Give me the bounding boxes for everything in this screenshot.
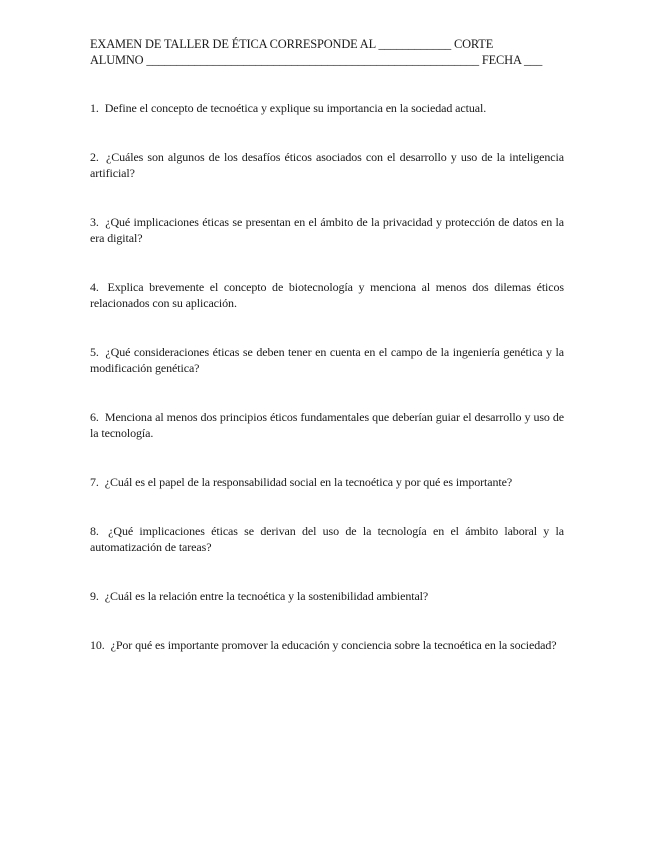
question-number: 7. [90,475,99,489]
question-text: ¿Qué implicaciones éticas se presentan en el ámbito de la privacidad y protección de datos en la era digital? [90,215,564,245]
question-text: ¿Cuál es el papel de la responsabilidad social en la tecnoética y por qué es importante? [104,475,513,489]
question-10 [90,637,564,653]
exam-header [90,37,566,68]
question-text: ¿Por qué es importante promover la educación y conciencia sobre la tecnoética en la sociedad? [110,638,557,652]
question-text: ¿Qué consideraciones éticas se deben tener en cuenta en el campo de la ingeniería genética y la modificación genética? [90,345,564,375]
question-text: Define el concepto de tecnoética y explique su importancia en la sociedad actual. [104,101,487,115]
question-text: ¿Qué implicaciones éticas se derivan del uso de la tecnología en el ámbito laboral y la automatización de tareas? [90,524,564,554]
question-9 [90,588,564,604]
question-number: 6. [90,410,99,424]
question-number: 8. [90,524,99,538]
student-info-line: ALUMNO _______________________________________________________ FECHA ___ [90,52,543,67]
question-text: ¿Cuáles son algunos de los desafíos éticos asociados con el desarrollo y uso de la inteligencia artificial? [90,150,564,180]
question-number: 4. [90,280,99,294]
question-1 [90,100,564,116]
question-2 [90,149,564,181]
question-3 [90,214,564,246]
question-number: 2. [90,150,99,164]
question-number: 9. [90,589,99,603]
question-number: 10. [90,638,105,652]
question-4 [90,279,564,311]
question-5 [90,344,564,376]
question-8 [90,523,564,555]
question-7 [90,474,564,490]
question-text: Explica brevemente el concepto de biotecnología y menciona al menos dos dilemas éticos relacionados con su aplicación. [90,280,564,310]
question-number: 3. [90,215,99,229]
question-number: 1. [90,101,99,115]
question-6 [90,409,564,441]
question-number: 5. [90,345,99,359]
question-text: ¿Cuál es la relación entre la tecnoética y la sostenibilidad ambiental? [104,589,429,603]
exam-title-line: EXAMEN DE TALLER DE ÉTICA CORRESPONDE AL ____________ CORTE [90,37,494,51]
question-text: Menciona al menos dos principios éticos fundamentales que deberían guiar el desarrollo y uso de la tecnología. [90,410,565,440]
